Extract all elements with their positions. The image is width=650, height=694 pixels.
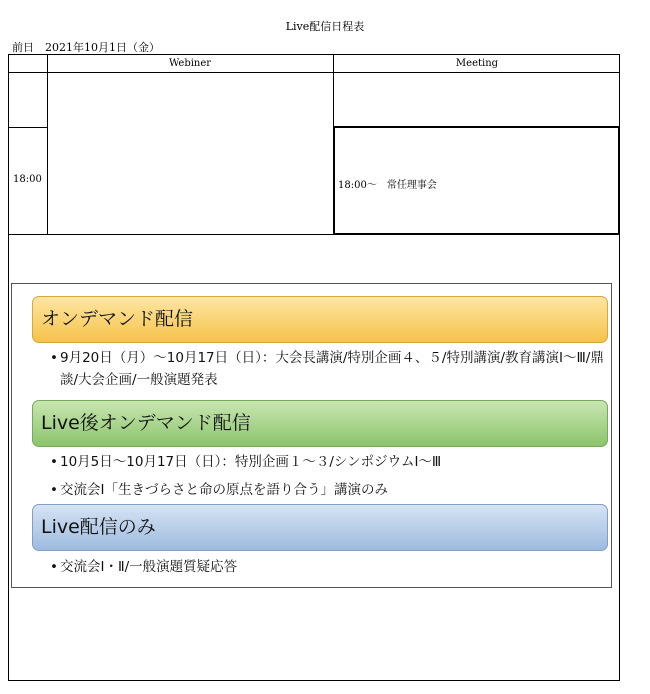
list-item-text: 9月20日（月）～10月17日（日）：大会長講演/特別企画４、５/特別講演/教育講演Ⅰ～Ⅲ/鼎談/大会企画/一般演題発表 xyxy=(60,350,604,388)
time-row-divider xyxy=(9,127,47,128)
date-line: 前日 2021年10月1日（金） xyxy=(12,41,160,54)
bullet-icon: • xyxy=(50,454,58,470)
schedule-table xyxy=(8,54,620,235)
section-banner-live-only: Live配信のみ xyxy=(32,504,608,551)
list-item-text: 10月5日～10月17日（日）：特別企画１～３/シンポジウムⅠ～Ⅲ xyxy=(60,454,442,470)
meeting-slot xyxy=(333,126,620,235)
list-item xyxy=(50,451,610,473)
column-header-meeting: Meeting xyxy=(455,58,499,69)
bullet-icon: • xyxy=(50,559,58,575)
section-banner-live-then-on-demand: Live後オンデマンド配信 xyxy=(32,400,608,447)
time-label: 18:00 xyxy=(13,174,42,185)
time-column-divider xyxy=(47,55,48,234)
list-item xyxy=(50,556,610,578)
list-item-text: 交流会Ⅰ・Ⅱ/一般演題質疑応答 xyxy=(60,559,238,575)
bullet-icon: • xyxy=(50,482,58,498)
list-item xyxy=(50,347,610,391)
bullet-icon: • xyxy=(50,350,58,366)
column-header-webinar: Webiner xyxy=(168,58,212,69)
header-row-divider xyxy=(9,72,619,73)
page-title: Live配信日程表 xyxy=(285,20,365,33)
list-item xyxy=(50,479,610,501)
meeting-entry: 18:00～ 常任理事会 xyxy=(338,180,437,191)
section-banner-on-demand: オンデマンド配信 xyxy=(32,296,608,343)
list-item-text: 交流会Ⅰ「生きづらさと命の原点を語り合う」講演のみ xyxy=(60,482,388,498)
